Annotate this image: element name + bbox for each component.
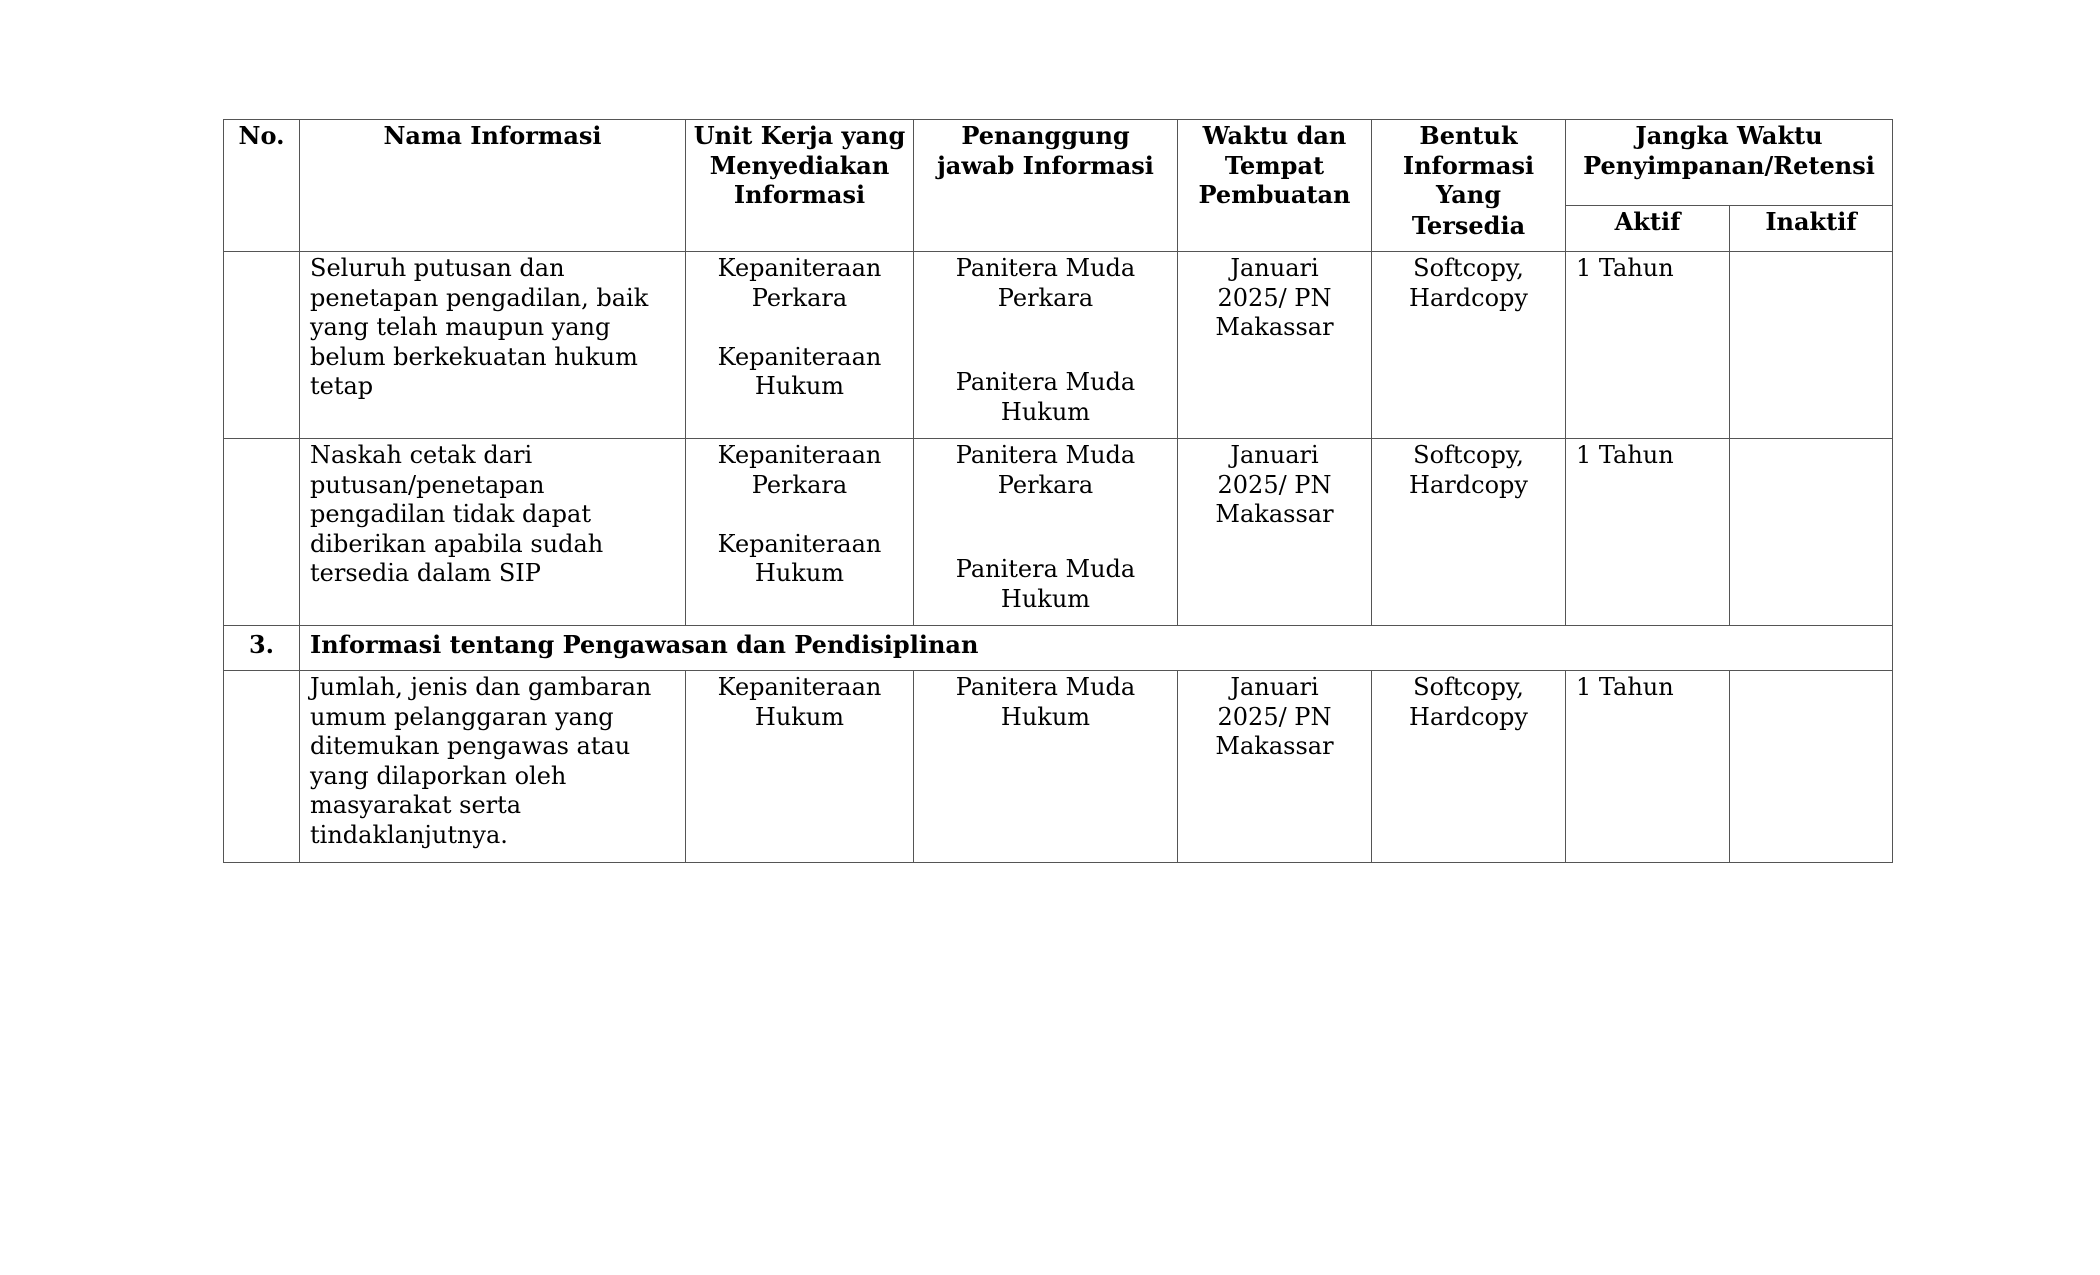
header-aktif: Aktif [1566, 206, 1730, 252]
header-bentuk-line: Tersedia [1411, 210, 1526, 240]
table-row [224, 671, 1893, 863]
header-no: No. [224, 120, 300, 252]
row-no [224, 671, 300, 863]
penanggung-primary: Panitera Muda Perkara [955, 254, 1136, 312]
header-nama-informasi: Nama Informasi [300, 120, 686, 252]
header-row [224, 120, 1893, 206]
row-nama-informasi: Jumlah, jenis dan gambaran umum pelanggaran yang ditemukan pengawas atau yang dilaporkan oleh masyarakat serta tindaklanjutnya. [300, 671, 686, 863]
row-unit-kerja: Kepaniteraan Hukum [686, 671, 914, 863]
unit-kerja-primary: Kepaniteraan Perkara [717, 441, 882, 499]
row-bentuk-informasi: Softcopy, Hardcopy [1372, 439, 1566, 626]
information-table [223, 119, 1893, 863]
row-nama-informasi: Naskah cetak dari putusan/penetapan pengadilan tidak dapat diberikan apabila sudah tersedia dalam SIP [300, 439, 686, 626]
row-inaktif [1730, 439, 1893, 626]
row-inaktif [1730, 671, 1893, 863]
header-waktu-tempat: Waktu dan Tempat Pembuatan [1178, 120, 1372, 252]
row-inaktif [1730, 252, 1893, 439]
header-unit-kerja: Unit Kerja yang Menyediakan Informasi [686, 120, 914, 252]
penanggung-secondary: Panitera Muda Hukum [955, 368, 1136, 426]
table-row [224, 252, 1893, 439]
section-title: Informasi tentang Pengawasan dan Pendisiplinan [300, 626, 1893, 671]
section-row [224, 626, 1893, 671]
row-waktu-tempat: Januari 2025/ PN Makassar [1178, 252, 1372, 439]
table-row [224, 439, 1893, 626]
header-bentuk-line: Informasi [1402, 150, 1535, 180]
row-bentuk-informasi: Softcopy, Hardcopy [1372, 252, 1566, 439]
header-jangka-waktu: Jangka Waktu Penyimpanan/Retensi [1566, 120, 1893, 206]
penanggung-primary: Panitera Muda Perkara [955, 441, 1136, 499]
row-aktif: 1 Tahun [1566, 439, 1730, 626]
row-no [224, 439, 300, 626]
row-nama-informasi: Seluruh putusan dan penetapan pengadilan, baik yang telah maupun yang belum berkekuatan hukum tetap [300, 252, 686, 439]
unit-kerja-secondary: Kepaniteraan Hukum [717, 529, 882, 587]
section-number: 3. [224, 626, 300, 671]
row-bentuk-informasi: Softcopy, Hardcopy [1372, 671, 1566, 863]
row-unit-kerja [686, 439, 914, 626]
row-waktu-tempat: Januari 2025/ PN Makassar [1178, 439, 1372, 626]
row-aktif: 1 Tahun [1566, 671, 1730, 863]
row-penanggung-jawab [914, 252, 1178, 439]
row-waktu-tempat: Januari 2025/ PN Makassar [1178, 671, 1372, 863]
row-aktif: 1 Tahun [1566, 252, 1730, 439]
row-no [224, 252, 300, 439]
header-inaktif: Inaktif [1730, 206, 1893, 252]
row-penanggung-jawab: Panitera Muda Hukum [914, 671, 1178, 863]
penanggung-secondary: Panitera Muda Hukum [955, 555, 1136, 613]
header-penanggung-jawab: Penanggung jawab Informasi [914, 120, 1178, 252]
header-bentuk-line: Bentuk [1419, 121, 1518, 150]
row-unit-kerja [686, 252, 914, 439]
header-bentuk-line: Yang [1435, 180, 1502, 209]
header-bentuk-informasi [1372, 120, 1566, 252]
unit-kerja-primary: Kepaniteraan Perkara [717, 254, 882, 312]
unit-kerja-secondary: Kepaniteraan Hukum [717, 342, 882, 400]
row-penanggung-jawab [914, 439, 1178, 626]
